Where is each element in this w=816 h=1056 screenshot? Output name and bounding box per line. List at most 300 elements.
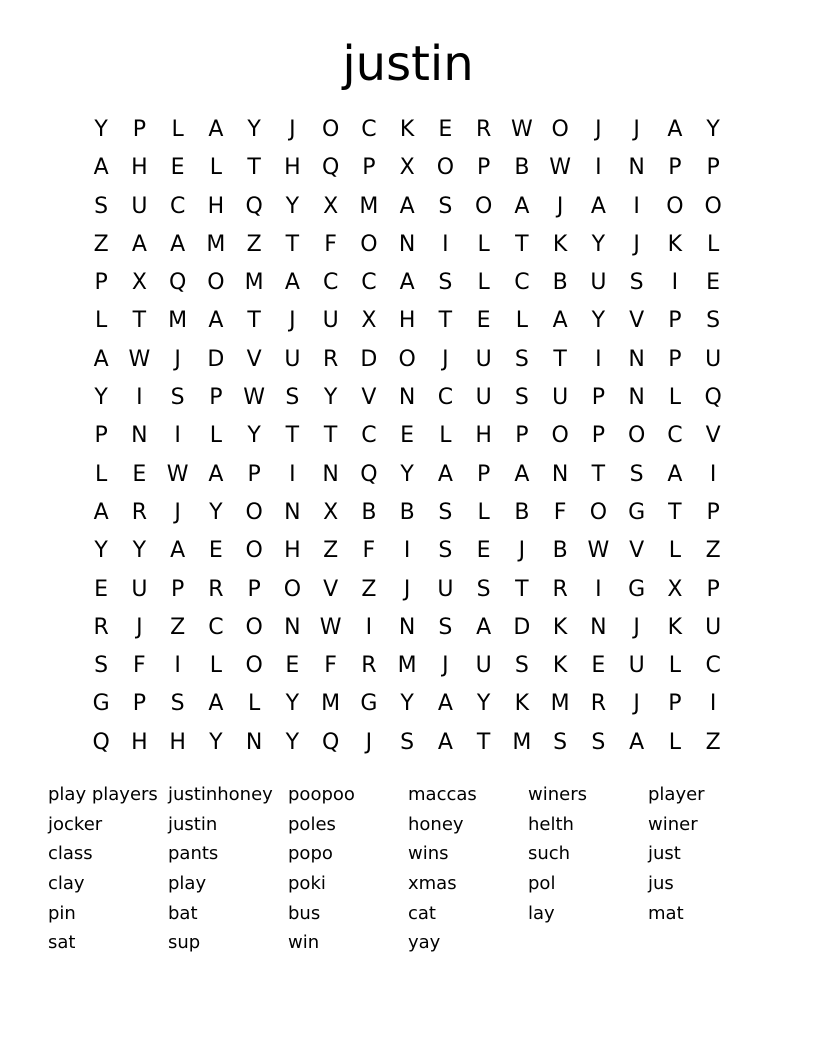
grid-letter: C [169, 193, 186, 219]
grid-letter: Q [321, 729, 340, 755]
grid-letter: P [668, 346, 682, 372]
grid-letter: S [94, 653, 109, 679]
word-list-item: just [648, 843, 681, 865]
grid-letter: O [666, 193, 684, 219]
grid-letter: S [553, 729, 568, 755]
grid-letter: J [633, 117, 640, 142]
grid-letter: T [591, 461, 606, 487]
grid-letter: P [247, 576, 261, 602]
grid-letter: U [284, 346, 301, 372]
grid-letter: J [136, 614, 143, 640]
grid-letter: Z [705, 729, 721, 755]
grid-letter: P [668, 308, 682, 334]
grid-letter: U [131, 576, 148, 602]
grid-letter: K [667, 614, 683, 640]
grid-letter: T [515, 576, 529, 602]
grid-letter: N [398, 231, 416, 257]
grid-letter: P [476, 155, 491, 181]
grid-letter: E [285, 653, 300, 679]
grid-letter: E [706, 270, 721, 296]
grid-letter: B [361, 499, 377, 525]
grid-letter: Z [246, 231, 262, 257]
grid-letter: S [94, 193, 109, 219]
grid-letter: Y [209, 499, 223, 525]
grid-letter: A [399, 270, 415, 296]
grid-letter: T [668, 499, 682, 525]
grid-letter: D [360, 346, 378, 372]
grid-letter: T [553, 346, 567, 372]
word-list-item: such [528, 843, 571, 865]
grid-letter: X [323, 193, 339, 219]
grid-letter: A [437, 461, 453, 487]
grid-letter: Y [94, 117, 108, 142]
grid-letter: A [667, 461, 683, 487]
grid-letter: A [514, 461, 530, 487]
grid-letter: S [591, 729, 606, 755]
grid-letter: L [247, 691, 261, 717]
grid-letter: R [93, 614, 109, 640]
grid-letter: T [285, 423, 300, 449]
grid-letter: S [476, 576, 491, 602]
grid-letter: L [668, 385, 681, 411]
word-list-item: cat [408, 902, 436, 924]
grid-letter: K [552, 231, 568, 257]
grid-letter: K [667, 231, 683, 257]
grid-letter: V [361, 385, 377, 411]
grid-letter: I [595, 576, 602, 602]
grid-letter: A [284, 270, 300, 296]
grid-letter: Y [591, 231, 606, 257]
grid-letter: X [361, 308, 377, 334]
word-list-item: player [648, 784, 705, 805]
word-list-item: justin [168, 813, 218, 835]
word-list-item: helth [528, 813, 574, 835]
grid-letter: H [131, 155, 148, 181]
grid-letter: K [552, 614, 568, 640]
grid-letter: Y [706, 117, 720, 142]
grid-letter: Z [170, 614, 186, 640]
grid-letter: P [209, 385, 223, 411]
grid-letter: I [633, 193, 640, 219]
grid-letter: U [590, 270, 607, 296]
word-list-item: lay [528, 902, 555, 924]
grid-letter: N [590, 614, 607, 640]
grid-letter: T [247, 308, 261, 334]
grid-letter: O [245, 614, 263, 640]
grid-letter: Z [361, 576, 377, 602]
grid-letter: A [93, 346, 109, 372]
grid-letter: Y [247, 117, 261, 142]
grid-letter: J [442, 346, 449, 372]
grid-letter: U [475, 385, 492, 411]
word-list-item: sup [168, 932, 201, 954]
grid-letter: M [550, 691, 570, 717]
grid-letter: S [629, 270, 644, 296]
grid-letter: H [284, 155, 301, 181]
word-list-item: xmas [408, 873, 457, 895]
grid-letter: E [132, 461, 147, 487]
grid-letter: P [94, 423, 108, 449]
grid-letter: Q [321, 155, 340, 181]
word-list-item: winer [648, 813, 698, 835]
grid-letter: S [285, 385, 300, 411]
grid-letter: O [551, 117, 569, 142]
grid-letter: P [706, 155, 720, 181]
grid-letter: H [131, 729, 148, 755]
grid-letter: T [438, 308, 453, 334]
word-list-item: justinhoney [168, 784, 273, 805]
grid-letter: M [168, 308, 188, 334]
grid-letter: S [438, 538, 453, 564]
grid-letter: I [289, 461, 296, 487]
grid-letter: C [705, 653, 721, 679]
grid-letter: L [706, 231, 720, 257]
grid-letter: P [94, 270, 108, 296]
page-title: justin [342, 36, 474, 92]
grid-letter: S [514, 385, 529, 411]
grid-letter: P [247, 461, 261, 487]
grid-letter: U [705, 614, 722, 640]
word-list-item: honey [408, 813, 464, 835]
grid-letter: R [552, 576, 568, 602]
grid-letter: A [208, 308, 224, 334]
grid-letter: I [709, 691, 717, 717]
grid-letter: C [361, 270, 377, 296]
grid-letter: U [475, 653, 492, 679]
grid-letter: Z [705, 538, 721, 564]
word-list-item: pol [528, 873, 556, 895]
grid-letter: A [93, 155, 109, 181]
grid-letter: P [706, 499, 720, 525]
grid-letter: C [208, 614, 224, 640]
grid-letter: F [362, 538, 376, 564]
grid-letter: N [628, 385, 645, 411]
word-list-item: maccas [408, 784, 477, 805]
grid-letter: C [514, 270, 530, 296]
grid-letter: I [174, 423, 181, 449]
word-list-item: win [288, 932, 320, 954]
word-list-item: winers [528, 784, 587, 805]
grid-letter: R [475, 117, 492, 142]
grid-letter: J [403, 576, 411, 602]
word-list-item: jus [648, 873, 674, 895]
grid-letter: P [476, 461, 491, 487]
grid-letter: O [245, 499, 263, 525]
grid-letter: V [629, 538, 645, 564]
grid-letter: S [170, 385, 185, 411]
grid-letter: A [437, 729, 453, 755]
grid-letter: K [514, 691, 530, 717]
grid-letter: W [510, 117, 533, 142]
word-list-item: poles [288, 813, 336, 835]
grid-letter: P [668, 155, 682, 181]
word-list-item: jocker [48, 813, 103, 835]
grid-letter: Y [285, 691, 300, 717]
grid-letter: J [633, 691, 640, 717]
grid-letter: J [365, 729, 373, 755]
word-list-item: play [168, 873, 207, 895]
grid-letter: O [474, 193, 493, 219]
grid-letter: A [667, 117, 683, 142]
grid-letter: W [166, 461, 189, 487]
grid-letter: S [438, 499, 453, 525]
grid-letter: E [476, 308, 491, 334]
grid-letter: X [399, 155, 415, 181]
grid-letter: J [518, 538, 526, 564]
grid-letter: J [595, 117, 602, 142]
grid-letter: B [552, 270, 568, 296]
grid-letter: Y [476, 691, 491, 717]
grid-letter: S [514, 653, 529, 679]
grid-letter: E [476, 538, 491, 564]
grid-letter: N [628, 346, 645, 372]
grid-letter: N [284, 614, 301, 640]
grid-letter: R [361, 653, 377, 679]
grid-letter: C [667, 423, 683, 449]
grid-letter: Y [94, 385, 108, 411]
grid-letter: Y [247, 423, 261, 449]
grid-letter: L [171, 117, 184, 142]
grid-letter: O [283, 576, 302, 602]
grid-letter: N [322, 461, 339, 487]
word-list-item: play players [48, 784, 158, 805]
grid-letter: U [475, 346, 492, 372]
grid-letter: E [438, 117, 453, 142]
grid-letter: P [668, 691, 682, 717]
grid-letter: A [552, 308, 568, 334]
grid-letter: O [551, 423, 569, 449]
grid-letter: S [400, 729, 415, 755]
grid-letter: R [322, 346, 339, 372]
grid-letter: T [476, 729, 491, 755]
grid-letter: I [174, 653, 181, 679]
grid-letter: I [136, 385, 143, 411]
grid-letter: U [437, 576, 454, 602]
grid-letter: W [587, 538, 610, 564]
grid-letter: A [170, 231, 186, 257]
grid-letter: S [514, 346, 529, 372]
grid-letter: W [128, 346, 151, 372]
grid-letter: T [323, 423, 338, 449]
grid-letter: P [706, 576, 720, 602]
grid-letter: V [246, 346, 262, 372]
word-list-item: bat [168, 902, 198, 924]
grid-letter: M [397, 653, 417, 679]
grid-letter: Y [285, 193, 300, 219]
grid-letter: V [323, 576, 339, 602]
grid-letter: Z [323, 538, 339, 564]
grid-letter: L [477, 499, 490, 525]
grid-letter: L [668, 729, 681, 755]
grid-letter: K [399, 117, 415, 142]
grid-letter: U [322, 308, 339, 334]
grid-letter: A [476, 614, 492, 640]
grid-letter: A [514, 193, 530, 219]
grid-letter: Y [323, 385, 338, 411]
grid-letter: A [170, 538, 186, 564]
grid-letter: M [359, 193, 379, 219]
grid-letter: G [628, 576, 646, 602]
grid-letter: I [671, 270, 679, 296]
grid-letter: B [399, 499, 415, 525]
grid-letter: A [629, 729, 645, 755]
grid-letter: U [131, 193, 148, 219]
grid-letter: L [668, 653, 681, 679]
grid-letter: I [403, 538, 411, 564]
grid-letter: E [400, 423, 415, 449]
grid-letter: S [438, 614, 453, 640]
grid-letter: P [132, 117, 147, 142]
word-list-item: class [48, 843, 93, 865]
grid-letter: J [442, 653, 449, 679]
grid-letter: C [361, 117, 377, 142]
grid-letter: Y [285, 729, 300, 755]
grid-letter: A [437, 691, 453, 717]
grid-letter: S [629, 461, 644, 487]
grid-letter: X [131, 270, 147, 296]
grid-letter: S [438, 270, 453, 296]
word-list-item: sat [48, 932, 76, 954]
word-list-item: popo [288, 843, 333, 865]
grid-letter: Q [92, 729, 110, 755]
grid-letter: S [170, 691, 185, 717]
grid-letter: O [207, 270, 225, 296]
grid-letter: U [628, 653, 645, 679]
grid-letter: F [553, 499, 567, 525]
grid-letter: M [321, 691, 341, 717]
grid-letter: N [398, 614, 416, 640]
grid-letter: X [667, 576, 683, 602]
grid-letter: L [515, 308, 528, 334]
word-list-item: pin [48, 902, 76, 924]
grid-letter: L [209, 423, 222, 449]
grid-letter: C [361, 423, 377, 449]
grid-letter: D [207, 346, 225, 372]
grid-letter: F [133, 653, 146, 679]
grid-letter: H [284, 538, 301, 564]
grid-letter: Q [704, 385, 722, 411]
grid-letter: O [245, 653, 263, 679]
grid-letter: O [321, 117, 340, 142]
grid-letter: H [398, 308, 416, 334]
grid-letter: R [208, 576, 224, 602]
word-list-item: bus [288, 902, 321, 924]
grid-letter: A [208, 117, 224, 142]
grid-letter: P [591, 385, 606, 411]
grid-letter: T [285, 231, 300, 257]
grid-letter: I [595, 155, 602, 181]
grid-letter: X [323, 499, 339, 525]
grid-letter: H [169, 729, 186, 755]
grid-letter: J [556, 193, 564, 219]
grid-letter: M [206, 231, 226, 257]
grid-letter: J [633, 231, 640, 257]
grid-letter: J [289, 117, 296, 142]
letter-grid [82, 111, 732, 762]
grid-letter: O [245, 538, 263, 564]
grid-letter: N [551, 461, 569, 487]
grid-letter: O [589, 499, 608, 525]
grid-letter: O [627, 423, 646, 449]
grid-letter: O [398, 346, 416, 372]
grid-letter: Y [591, 308, 606, 334]
word-list-item: poopoo [288, 784, 355, 805]
grid-letter: O [436, 155, 455, 181]
grid-letter: K [552, 653, 568, 679]
grid-letter: I [365, 614, 373, 640]
grid-letter: J [174, 346, 181, 372]
grid-letter: C [437, 385, 454, 411]
grid-letter: V [705, 423, 721, 449]
word-list-item: poki [288, 873, 326, 895]
grid-letter: L [209, 653, 222, 679]
grid-letter: N [628, 155, 645, 181]
grid-letter: E [591, 653, 606, 679]
grid-letter: W [319, 614, 342, 640]
grid-letter: N [284, 499, 301, 525]
grid-letter: E [94, 576, 109, 602]
grid-letter: P [515, 423, 529, 449]
grid-letter: I [709, 461, 717, 487]
grid-letter: I [595, 346, 602, 372]
grid-letter: F [324, 231, 337, 257]
grid-letter: G [360, 691, 378, 717]
grid-letter: Y [94, 538, 108, 564]
grid-letter: L [668, 538, 681, 564]
word-list-item: wins [408, 843, 449, 865]
word-list-item: yay [408, 932, 441, 954]
grid-letter: A [131, 231, 147, 257]
grid-letter: Q [168, 270, 187, 296]
grid-letter: N [131, 423, 148, 449]
grid-letter: T [515, 231, 529, 257]
grid-letter: U [705, 346, 722, 372]
grid-letter: P [132, 691, 147, 717]
grid-letter: L [477, 270, 490, 296]
grid-letter: G [628, 499, 646, 525]
grid-letter: L [439, 423, 452, 449]
grid-letter: Y [400, 691, 414, 717]
grid-letter: U [552, 385, 569, 411]
grid-letter: N [245, 729, 263, 755]
grid-letter: P [591, 423, 606, 449]
grid-letter: V [629, 308, 645, 334]
grid-letter: L [477, 231, 490, 257]
grid-letter: E [208, 538, 223, 564]
grid-letter: B [514, 499, 530, 525]
grid-letter: Z [93, 231, 109, 257]
grid-letter: B [514, 155, 530, 181]
grid-letter: H [475, 423, 492, 449]
grid-letter: R [590, 691, 607, 717]
grid-letter: A [93, 499, 109, 525]
grid-letter: J [289, 308, 296, 334]
grid-letter: M [244, 270, 264, 296]
grid-letter: D [513, 614, 531, 640]
grid-letter: O [360, 231, 378, 257]
grid-letter: Y [209, 729, 223, 755]
grid-letter: S [706, 308, 721, 334]
grid-letter: L [94, 461, 108, 487]
grid-letter: F [324, 653, 337, 679]
grid-letter: E [170, 155, 185, 181]
grid-letter: P [362, 155, 376, 181]
grid-letter: T [132, 308, 147, 334]
grid-letter: P [170, 576, 185, 602]
grid-letter: J [633, 614, 640, 640]
grid-letter: Y [132, 538, 147, 564]
grid-letter: O [704, 193, 722, 219]
